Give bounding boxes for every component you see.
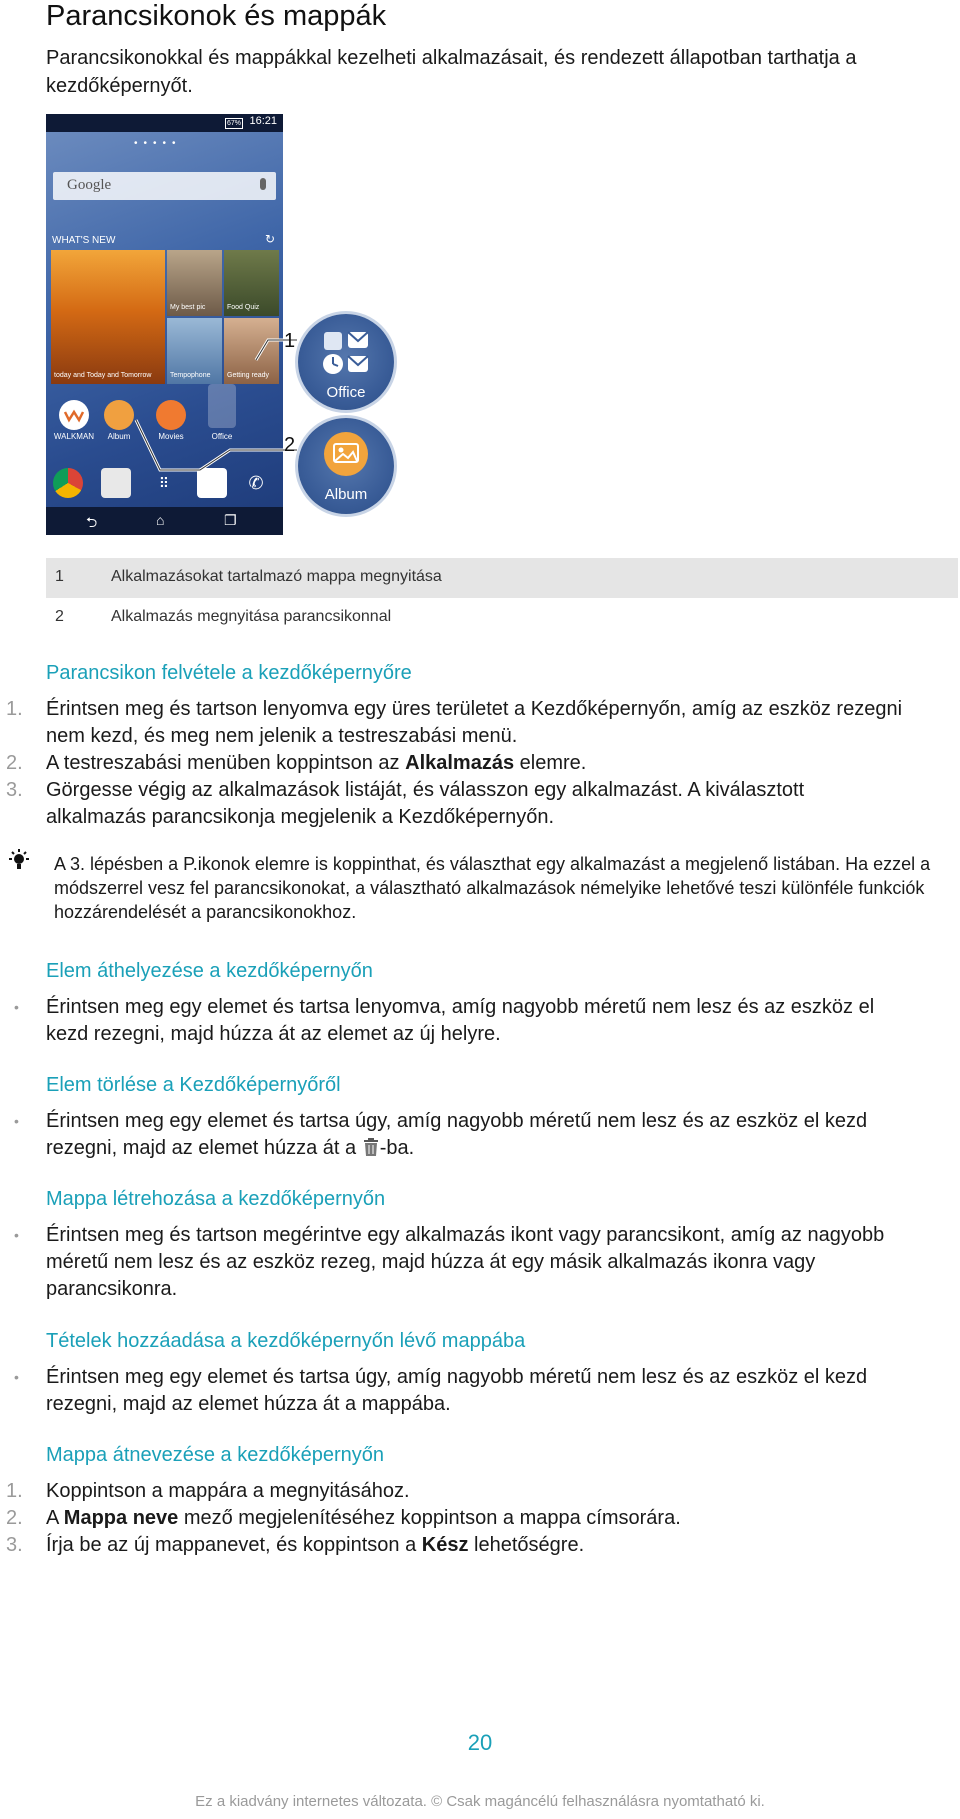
legend-number: 1: [55, 568, 64, 585]
list-item: • Érintsen meg egy elemet és tartsa lenyomva, amíg nagyobb méretű nem lesz és az eszköz el kezd rezegni, majd húzza át az elemet az új helyre.: [14, 996, 875, 1045]
lightbulb-tip-icon: [6, 848, 32, 874]
steps-list-rename-folder: [0, 1478, 906, 1559]
whats-new-tile: Food Quiz: [224, 250, 279, 316]
office-label: Office: [326, 384, 366, 401]
page-title: Parancsikonok és mappák: [46, 0, 387, 32]
app-label-movies: Movies: [158, 432, 184, 441]
legend-row-2: [46, 598, 958, 638]
section-heading-delete-item: Elem törlése a Kezdőképernyőről: [46, 1074, 341, 1096]
section-heading-add-to-folder: Tételek hozzáadása a kezdőképernyőn lévő mappába: [46, 1330, 526, 1352]
bullet-list-create-folder: [0, 1222, 906, 1303]
list-item: 2. A testreszabási menüben koppintson az Alkalmazás elemre.: [6, 752, 587, 774]
list-item: • Érintsen meg egy elemet és tartsa úgy, amíg nagyobb méretű nem lesz és az eszköz el kezd rezegni, majd az elemet húzza át a -ba.: [14, 1110, 868, 1159]
callout-lines: [0, 0, 960, 560]
home-icon: ⌂: [156, 512, 165, 528]
legend-number: 2: [55, 608, 64, 625]
footer-note: Ez a kiadvány internetes változata. © Csak magáncélú felhasználásra nyomtatható ki.: [195, 1793, 765, 1810]
app-label-album: Album: [107, 432, 131, 441]
google-label: Google: [67, 177, 112, 193]
list-item: 1. Koppintson a mappára a megnyitásához.: [6, 1480, 410, 1502]
list-item: • Érintsen meg egy elemet és tartsa úgy, amíg nagyobb méretű nem lesz és az eszköz el kezd rezegni, majd az elemet húzza át a mappába.: [14, 1366, 868, 1415]
phone-icon: ✆: [248, 473, 264, 493]
steps-list-add-shortcut: [0, 696, 906, 831]
legend-text: Alkalmazásokat tartalmazó mappa megnyitása: [111, 568, 442, 585]
callout-number-1: 1: [284, 330, 296, 352]
page-number: 20: [467, 1730, 493, 1755]
recent-apps-icon: ❐: [224, 512, 237, 528]
list-item: 2. A Mappa neve mező megjelenítéséhez koppintson a mappa címsorára.: [6, 1507, 681, 1529]
office-folder-callout: [298, 314, 394, 410]
whats-new-label: WHAT'S NEW: [52, 235, 116, 246]
battery-icon: 67%: [226, 120, 241, 127]
legend-row-1: [46, 558, 958, 598]
section-heading-add-shortcut: Parancsikon felvétele a kezdőképernyőre: [46, 662, 412, 684]
app-drawer-icon: ⠿: [158, 475, 170, 491]
album-callout: [298, 418, 394, 514]
album-label: Album: [324, 486, 368, 503]
list-item: • Érintsen meg és tartson megérintve egy alkalmazás ikont vagy parancsikont, amíg az nagyobb méretű nem lesz és az eszköz rezeg, majd húzza át egy másik alkalmazás ikonra vagy parancsikonra.: [14, 1224, 885, 1300]
section-heading-create-folder: Mappa létrehozása a kezdőképernyőn: [46, 1188, 386, 1210]
trash-icon: [362, 1137, 380, 1157]
bullet-list-move-item: [0, 994, 906, 1048]
list-item: 3. Görgesse végig az alkalmazások listáját, és válasszon egy alkalmazást. A kiválasztott alkalmazás parancsikonja megjelenik a Kezdőképernyőn.: [6, 779, 805, 828]
whats-new-tile: Tempophone: [167, 318, 222, 384]
whats-new-tile: Getting ready: [224, 318, 279, 384]
intro-paragraph: Parancsikonokkal és mappákkal kezelheti alkalmazásait, és rendezett állapotban tarthatja a kezdőképernyőt.: [46, 47, 857, 97]
app-label-walkman: WALKMAN: [53, 432, 95, 441]
list-item: 1. Érintsen meg és tartson lenyomva egy üres területet a Kezdőképernyőn, amíg az eszköz rezegni nem kezd, és meg nem jelenik a testreszabási menü.: [6, 698, 903, 747]
section-heading-move-item: Elem áthelyezése a kezdőképernyőn: [46, 960, 373, 982]
tip-note: A 3. lépésben a P.ikonok elemre is koppinthat, és választhat egy alkalmazást a megjelenő listában. Ha ezzel a módszerrel vesz fel parancsikonokat, a választható alkalmazások némelyike lehetővé teszi különféle funkciók hozzárendelését a parancsikonokhoz.: [54, 854, 931, 922]
legend-text: Alkalmazás megnyitása parancsikonnal: [111, 608, 392, 625]
bullet-list-delete-item: [0, 1108, 906, 1162]
whats-new-tile: My best pic: [167, 250, 222, 316]
section-heading-rename-folder: Mappa átnevezése a kezdőképernyőn: [46, 1444, 385, 1466]
app-label-office: Office: [211, 432, 233, 441]
back-icon: ⮌: [86, 514, 98, 530]
status-time: 16:21: [249, 115, 277, 127]
page-indicator-dots: •••••: [134, 138, 182, 149]
refresh-icon: ↻: [264, 232, 275, 246]
whats-new-tile: today and Today and Tomorrow: [51, 250, 165, 384]
bullet-list-add-to-folder: [0, 1364, 906, 1418]
list-item: 3. Írja be az új mappanevet, és koppintson a Kész lehetőségre.: [6, 1534, 585, 1556]
callout-number-2: 2: [284, 434, 296, 456]
